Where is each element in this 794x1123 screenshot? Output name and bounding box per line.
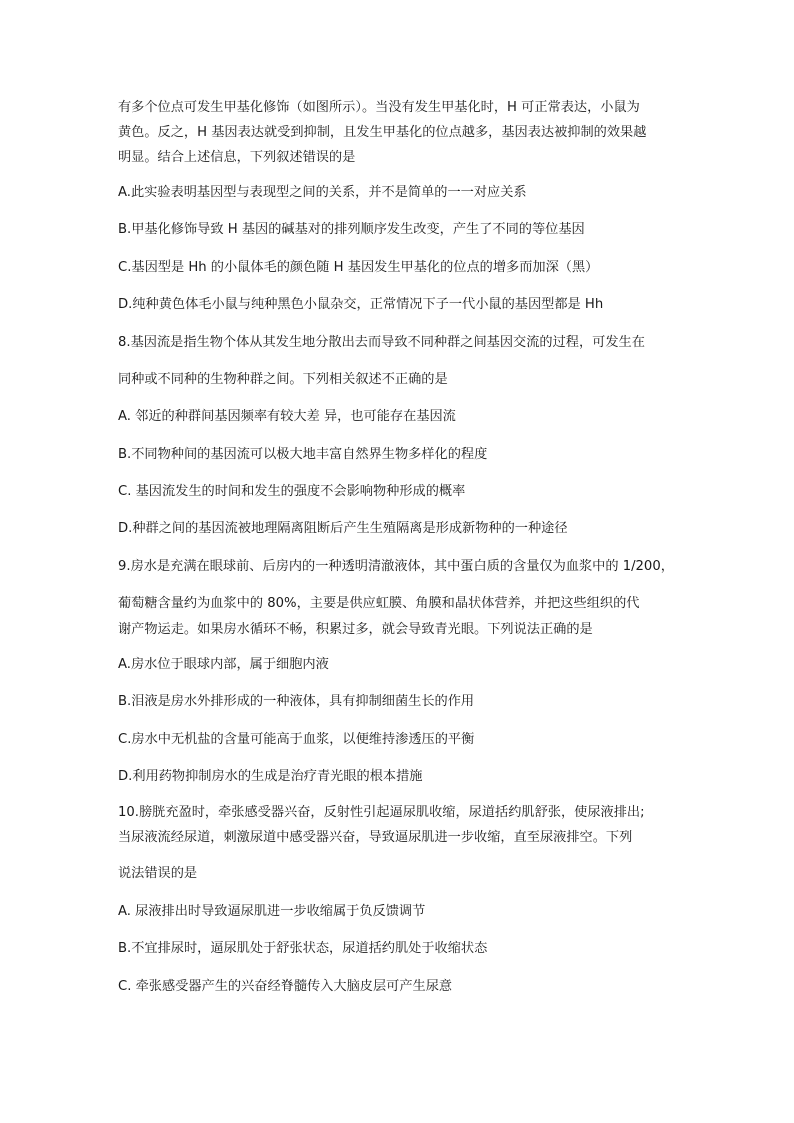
q8-option-c: C. 基因流发生的时间和发生的强度不会影响物种形成的概率	[118, 484, 466, 499]
q7-stem-line-2: 黄色。反之，H 基因表达就受到抑制，且发生甲基化的位点越多，基因表达被抑制的效果越	[118, 125, 647, 140]
q8-option-d: D.种群之间的基因流被地理隔离阻断后产生生殖隔离是形成新物种的一种途径	[118, 521, 568, 536]
q8-stem-line-2: 同种或不同种的生物种群之间。下列相关叙述不正确的是	[118, 372, 448, 387]
q9-option-c: C.房水中无机盐的含量可能高于血浆，以便维持渗透压的平衡	[118, 732, 475, 747]
q10-option-c: C. 牵张感受器产生的兴奋经脊髓传入大脑皮层可产生尿意	[118, 979, 453, 994]
q9-stem-line-2: 葡萄糖含量约为血浆中的 80%，主要是供应虹膜、角膜和晶状体营养，并把这些组织的代	[118, 596, 640, 611]
q10-stem-line-3: 说法错误的是	[118, 866, 198, 881]
q7-option-d: D.纯种黄色体毛小鼠与纯种黑色小鼠杂交，正常情况下子一代小鼠的基因型都是 Hh	[118, 297, 604, 312]
q10-stem-line-2: 当尿液流经尿道，刺激尿道中感受器兴奋，导致逼尿肌进一步收缩，直至尿液排空。下列	[118, 830, 633, 845]
q7-option-b: B.甲基化修饰导致 H 基因的碱基对的排列顺序发生改变，产生了不同的等位基因	[118, 222, 585, 237]
q9-option-b: B.泪液是房水外排形成的一种液体，具有抑制细菌生长的作用	[118, 694, 475, 709]
q9-stem-line-1: 9.房水是充满在眼球前、后房内的一种透明清澈液体，其中蛋白质的含量仅为血浆中的 1/200，	[118, 559, 674, 574]
q10-option-b: B.不宜排尿时，逼尿肌处于舒张状态，尿道括约肌处于收缩状态	[118, 941, 488, 956]
q9-option-a: A.房水位于眼球内部，属于细胞内液	[118, 657, 329, 672]
q7-option-c: C.基因型是 Hh 的小鼠体毛的颜色随 H 基因发生甲基化的位点的增多而加深（黑）	[118, 260, 599, 275]
q9-stem-line-3: 谢产物运走。如果房水循环不畅，积累过多，就会导致青光眼。下列说法正确的是	[118, 622, 593, 637]
q10-stem-line-1: 10.膀胱充盈时，牵张感受器兴奋，反射性引起逼尿肌收缩，尿道括约肌舒张，使尿液排出;	[118, 805, 645, 820]
q9-option-d: D.利用药物抑制房水的生成是治疗青光眼的根本措施	[118, 769, 423, 784]
q7-stem-line-3: 明显。结合上述信息，下列叙述错误的是	[118, 150, 356, 165]
q7-stem-line-1: 有多个位点可发生甲基化修饰（如图所示）。当没有发生甲基化时，H 可正常表达，小鼠为	[118, 100, 640, 115]
q8-option-a: A. 邻近的种群间基因频率有较大差 异，也可能存在基因流	[118, 409, 456, 424]
q8-option-b: B.不同物种间的基因流可以极大地丰富自然界生物多样化的程度	[118, 447, 488, 462]
q8-stem-line-1: 8.基因流是指生物个体从其发生地分散出去而导致不同种群之间基因交流的过程，可发生在	[118, 335, 645, 350]
q7-option-a: A.此实验表明基因型与表现型之间的关系，并不是简单的一一对应关系	[118, 185, 527, 200]
q10-option-a: A. 尿液排出时导致逼尿肌进一步收缩属于负反馈调节	[118, 904, 426, 919]
